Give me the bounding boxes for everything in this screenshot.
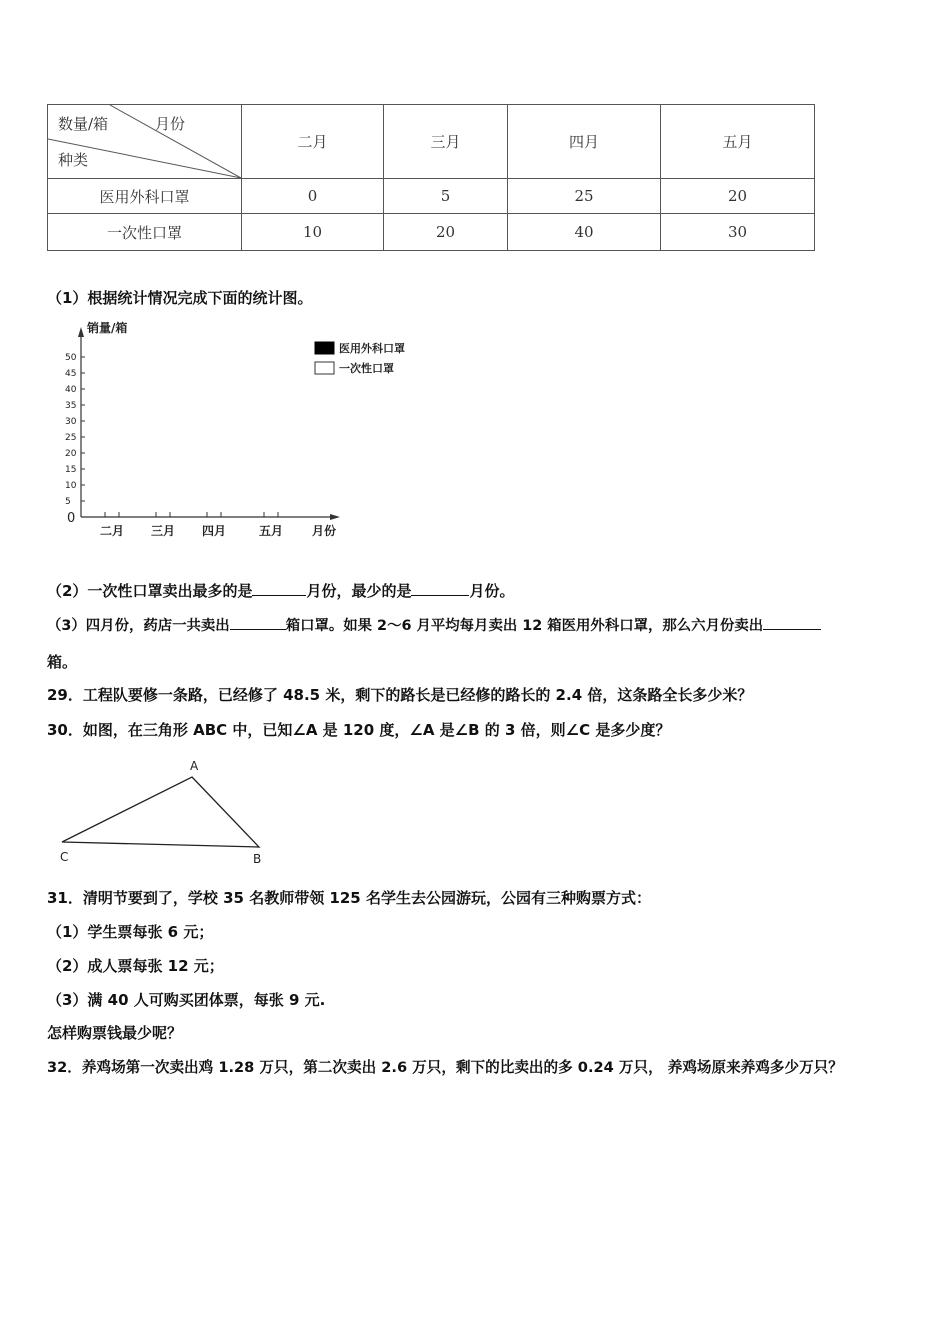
vertex-label-c: C <box>60 850 69 864</box>
bar-chart <box>60 315 460 545</box>
y-tick-label: 45 <box>65 369 77 379</box>
x-axis-label: 月份 <box>312 524 337 538</box>
question-2-part-c: 月份。 <box>469 582 515 600</box>
question-31-ask: 怎样购票钱最少呢？ <box>47 1024 183 1042</box>
y-tick-label: 15 <box>65 465 77 475</box>
legend-swatch-disposable <box>315 362 334 374</box>
row-label: 一次性口罩 <box>48 214 242 251</box>
legend-label-disposable: 一次性口罩 <box>339 362 394 375</box>
y-tick-label: 50 <box>65 353 77 363</box>
legend-label-surgical: 医用外科口罩 <box>339 342 405 355</box>
month-header: 四月 <box>508 105 661 179</box>
table-header-diagonal-cell <box>48 105 242 179</box>
y-tick-label: 0 <box>67 511 76 526</box>
y-tick-label: 5 <box>65 497 71 507</box>
month-header: 五月 <box>661 105 815 179</box>
table-row <box>48 214 815 251</box>
question-29: 29．工程队要修一条路，已经修了 48.5 米，剩下的路长是已经修的路长的 2.4 倍，这条路全长多少米？ <box>47 686 753 704</box>
table-cell: 5 <box>384 179 508 214</box>
y-tick-label: 35 <box>65 401 77 411</box>
y-tick-label: 25 <box>65 433 77 443</box>
data-table <box>47 104 815 251</box>
x-axis-arrow <box>330 514 340 520</box>
month-header: 二月 <box>242 105 384 179</box>
month-header: 三月 <box>384 105 508 179</box>
table-cell: 10 <box>242 214 384 251</box>
question-31-option-2: （2）成人票每张 12 元； <box>47 957 224 975</box>
table-cell: 30 <box>661 214 815 251</box>
y-axis-label: 销量/箱 <box>87 321 128 335</box>
header-month-label: 月份 <box>155 115 186 133</box>
y-tick-label: 10 <box>65 481 77 491</box>
question-2 <box>47 580 514 601</box>
question-3-part-b: 箱口罩。如果 2～6 月平均每月卖出 12 箱医用外科口罩，那么六月份卖出 <box>285 618 764 634</box>
question-2-part-b: 月份，最少的是 <box>306 582 412 600</box>
y-tick-label: 30 <box>65 417 77 427</box>
row-label: 医用外科口罩 <box>48 179 242 214</box>
question-1: （1）根据统计情况完成下面的统计图。 <box>47 289 313 307</box>
legend-swatch-surgical <box>315 342 334 354</box>
question-31: 31．清明节要到了，学校 35 名教师带领 125 名学生去公园游玩，公园有三种购票方式： <box>47 889 651 907</box>
answer-blank[interactable] <box>252 580 306 596</box>
question-3-part-a: （3）四月份，药店一共卖出 <box>47 618 230 634</box>
answer-blank[interactable] <box>763 614 821 630</box>
answer-blank[interactable] <box>411 580 469 596</box>
question-2-part-a: （2）一次性口罩卖出最多的是 <box>47 582 253 600</box>
table-cell: 20 <box>384 214 508 251</box>
table-cell: 20 <box>661 179 815 214</box>
triangle-abc <box>62 777 259 847</box>
vertex-label-b: B <box>253 852 262 866</box>
header-category-label: 种类 <box>58 151 89 169</box>
y-axis-arrow <box>78 327 84 337</box>
y-tick-label: 40 <box>65 385 77 395</box>
question-31-option-1: （1）学生票每张 6 元； <box>47 923 214 941</box>
header-quantity-label: 数量/箱 <box>58 115 109 133</box>
x-category-label: 五月 <box>259 524 284 538</box>
vertex-label-a: A <box>190 759 199 773</box>
question-30: 30．如图，在三角形 ABC 中，已知∠A 是 120 度，∠A 是∠B 的 3 倍，则∠C 是多少度？ <box>47 721 671 739</box>
x-category-label: 三月 <box>151 524 176 538</box>
table-row <box>48 179 815 214</box>
table-cell: 0 <box>242 179 384 214</box>
question-31-option-3: （3）满 40 人可购买团体票，每张 9 元. <box>47 991 326 1009</box>
triangle-figure <box>50 755 280 870</box>
question-3 <box>47 614 821 635</box>
x-category-label: 二月 <box>100 524 125 538</box>
question-3-end: 箱。 <box>47 653 78 671</box>
table-cell: 40 <box>508 214 661 251</box>
answer-blank[interactable] <box>230 614 286 630</box>
y-tick-label: 20 <box>65 449 77 459</box>
table-cell: 25 <box>508 179 661 214</box>
question-32: 32．养鸡场第一次卖出鸡 1.28 万只，第二次卖出 2.6 万只，剩下的比卖出的多 0.24 万只， 养鸡场原来养鸡多少万只？ <box>47 1059 843 1076</box>
x-category-label: 四月 <box>202 524 227 538</box>
